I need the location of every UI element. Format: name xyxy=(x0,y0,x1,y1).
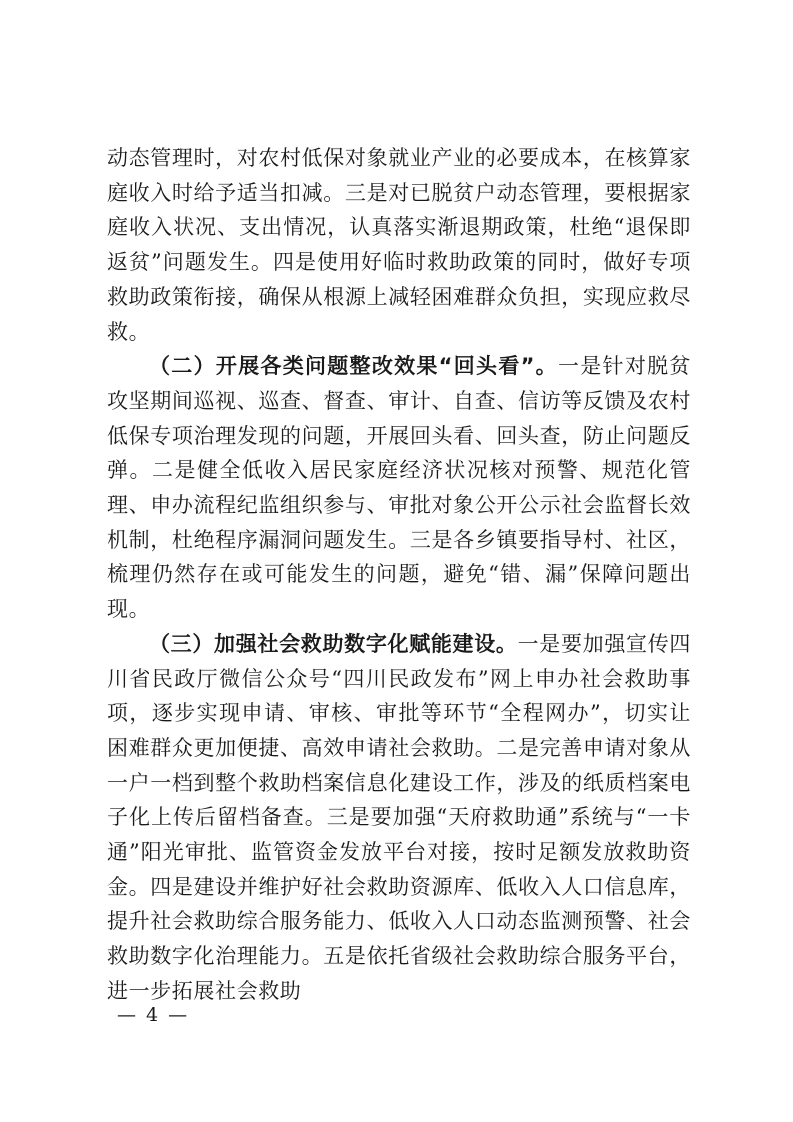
section-heading: （二）开展各类问题整改效果“回头看”。 xyxy=(149,354,558,379)
document-body xyxy=(107,141,691,1009)
paragraph-text: 动态管理时，对农村低保对象就业产业的必要成本，在核算家庭收入时给予适当扣减。三是对已脱贫户动态管理，要根据家庭收入状况、支出情况，认真落实渐退期政策，杜绝“退保即返贫”问题发生。四是使用好临时救助政策的同时，做好专项救助政策衔接，确保从根源上减轻困难群众负担，实现应救尽救。 xyxy=(107,146,691,344)
paragraph-section-2 xyxy=(107,349,691,627)
paragraph-text: 一是要加强宣传四川省民政厅微信公众号“四川民政发布”网上申办社会救助事项，逐步实现申请、审核、审批等环节“全程网办”，切实让困难群众更加便捷、高效申请社会救助。二是完善申请对象从一户一档到整个救助档案信息化建设工作，涉及的纸质档案电子化上传后留档备查。三是要加强“天府救助通”系统与“一卡通”阳光审批、监管资金发放平台对接，按时足额发放救助资金。四是建设并维护好社会救助资源库、低收入人口信息库，提升社会救助综合服务能力、低收入人口动态监测预警、社会救助数字化治理能力。五是依托省级社会救助综合服务平台，进一步拓展社会救助 xyxy=(107,631,691,1003)
section-heading: （三）加强社会救助数字化赋能建设。 xyxy=(149,631,518,656)
paragraph-section-3 xyxy=(107,627,691,1009)
paragraph-continuation xyxy=(107,141,691,349)
page-number: — 4 — xyxy=(117,1004,190,1026)
paragraph-text: 一是针对脱贫攻坚期间巡视、巡查、督查、审计、自查、信访等反馈及农村低保专项治理发现的问题，开展回头看、回头查，防止问题反弹。二是健全低收入居民家庭经济状况核对预警、规范化管理、申办流程纪监组织参与、审批对象公开公示社会监督长效机制，杜绝程序漏洞问题发生。三是各乡镇要指导村、社区，梳理仍然存在或可能发生的问题，避免“错、漏”保障问题出现。 xyxy=(107,354,691,622)
